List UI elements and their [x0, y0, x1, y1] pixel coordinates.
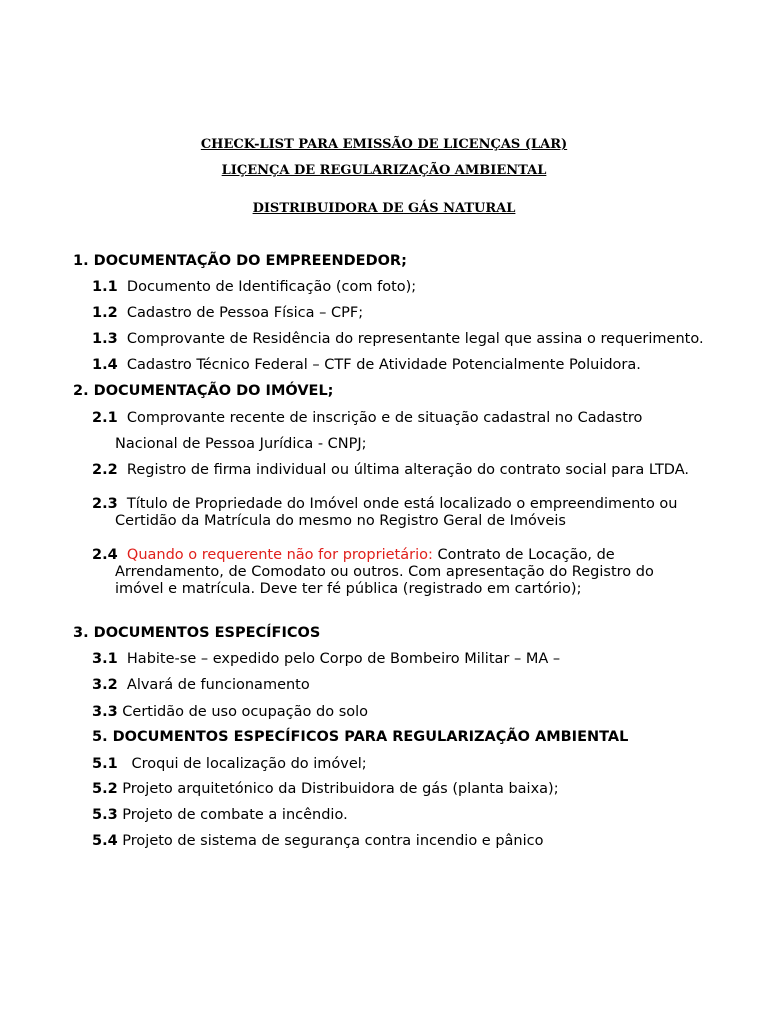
highlight-text: Quando o requerente não for proprietário: [126, 547, 433, 563]
item-text: Título de Propriedade do Imóvel onde está localizado o empreendimento ou [126, 496, 678, 512]
item-text: Cadastro Técnico Federal – CTF de Atividade Potencialmente Poluidora. [126, 357, 641, 373]
item-text: Comprovante recente de inscrição e de situação cadastral no Cadastro [126, 410, 643, 426]
item-continuation: Arrendamento, de Comodato ou outros. Com apresentação do Registro do [115, 564, 654, 580]
item-text: Projeto arquitetónico da Distribuidora de gás (planta baixa); [122, 781, 559, 797]
item-continuation: Nacional de Pessoa Jurídica - CNPJ; [115, 436, 367, 452]
section-title: DOCUMENTOS ESPECÍFICOS [93, 625, 321, 641]
section-number: 3. [73, 625, 89, 641]
item-number: 5.3 [92, 807, 118, 823]
item-text: Habite-se – expedido pelo Corpo de Bombeiro Militar – MA – [126, 651, 561, 667]
item-number: 5.4 [92, 833, 118, 849]
section-2-heading [73, 382, 333, 400]
list-item [92, 703, 368, 721]
list-item [92, 806, 348, 824]
item-text: Alvará de funcionamento [126, 677, 310, 693]
item-text: Cadastro de Pessoa Física – CPF; [126, 305, 364, 321]
item-number: 2.3 [92, 496, 118, 512]
list-item [92, 278, 416, 296]
section-title: DOCUMENTAÇÃO DO IMÓVEL; [93, 383, 334, 399]
list-item [92, 546, 615, 564]
list-item [92, 304, 363, 322]
document-subtitle: LIÇENÇA DE REGULARIZAÇÃO AMBIENTAL [221, 163, 547, 178]
section-number: 1. [73, 253, 89, 269]
list-item [92, 650, 560, 668]
item-number: 1.3 [92, 331, 118, 347]
list-item [92, 832, 544, 850]
item-number: 3.1 [92, 651, 118, 667]
item-text: Contrato de Locação, de [432, 547, 615, 563]
item-text: Documento de Identificação (com foto); [126, 279, 417, 295]
document-title: CHECK-LIST PARA EMISSÃO DE LICENÇAS (LAR) [200, 137, 568, 152]
section-3-heading [73, 624, 320, 642]
section-number: 2. [73, 383, 89, 399]
item-text: Certidão de uso ocupação do solo [122, 704, 369, 720]
list-item [92, 461, 689, 479]
item-continuation: imóvel e matrícula. Deve ter fé pública (registrado em cartório); [115, 581, 582, 597]
list-item [92, 755, 367, 773]
item-number: 3.2 [92, 677, 118, 693]
item-number: 5.2 [92, 781, 118, 797]
item-text: Projeto de sistema de segurança contra incendio e pânico [122, 833, 544, 849]
item-number: 2.4 [92, 547, 118, 563]
item-number: 1.4 [92, 357, 118, 373]
list-item [92, 330, 704, 348]
section-5-heading: 5. DOCUMENTOS ESPECÍFICOS PARA REGULARIZAÇÃO AMBIENTAL [92, 729, 629, 745]
section-title: DOCUMENTAÇÃO DO EMPREENDEDOR; [93, 253, 407, 269]
list-item [92, 676, 310, 694]
item-text: Croqui de localização do imóvel; [131, 756, 367, 772]
item-number: 2.2 [92, 462, 118, 478]
item-number: 3.3 [92, 704, 118, 720]
document-heading: DISTRIBUIDORA DE GÁS NATURAL [252, 201, 516, 216]
item-text: Registro de firma individual ou última alteração do contrato social para LTDA. [126, 462, 689, 478]
section-1-heading [73, 252, 407, 270]
item-number: 2.1 [92, 410, 118, 426]
list-item [92, 356, 641, 374]
item-number: 5.1 [92, 756, 118, 772]
item-number: 1.2 [92, 305, 118, 321]
item-number: 1.1 [92, 279, 118, 295]
list-item [92, 495, 678, 513]
list-item [92, 409, 642, 427]
item-text: Projeto de combate a incêndio. [122, 807, 348, 823]
item-continuation: Certidão da Matrícula do mesmo no Registro Geral de Imóveis [115, 513, 566, 529]
item-text: Comprovante de Residência do representante legal que assina o requerimento. [126, 331, 704, 347]
list-item [92, 780, 559, 798]
